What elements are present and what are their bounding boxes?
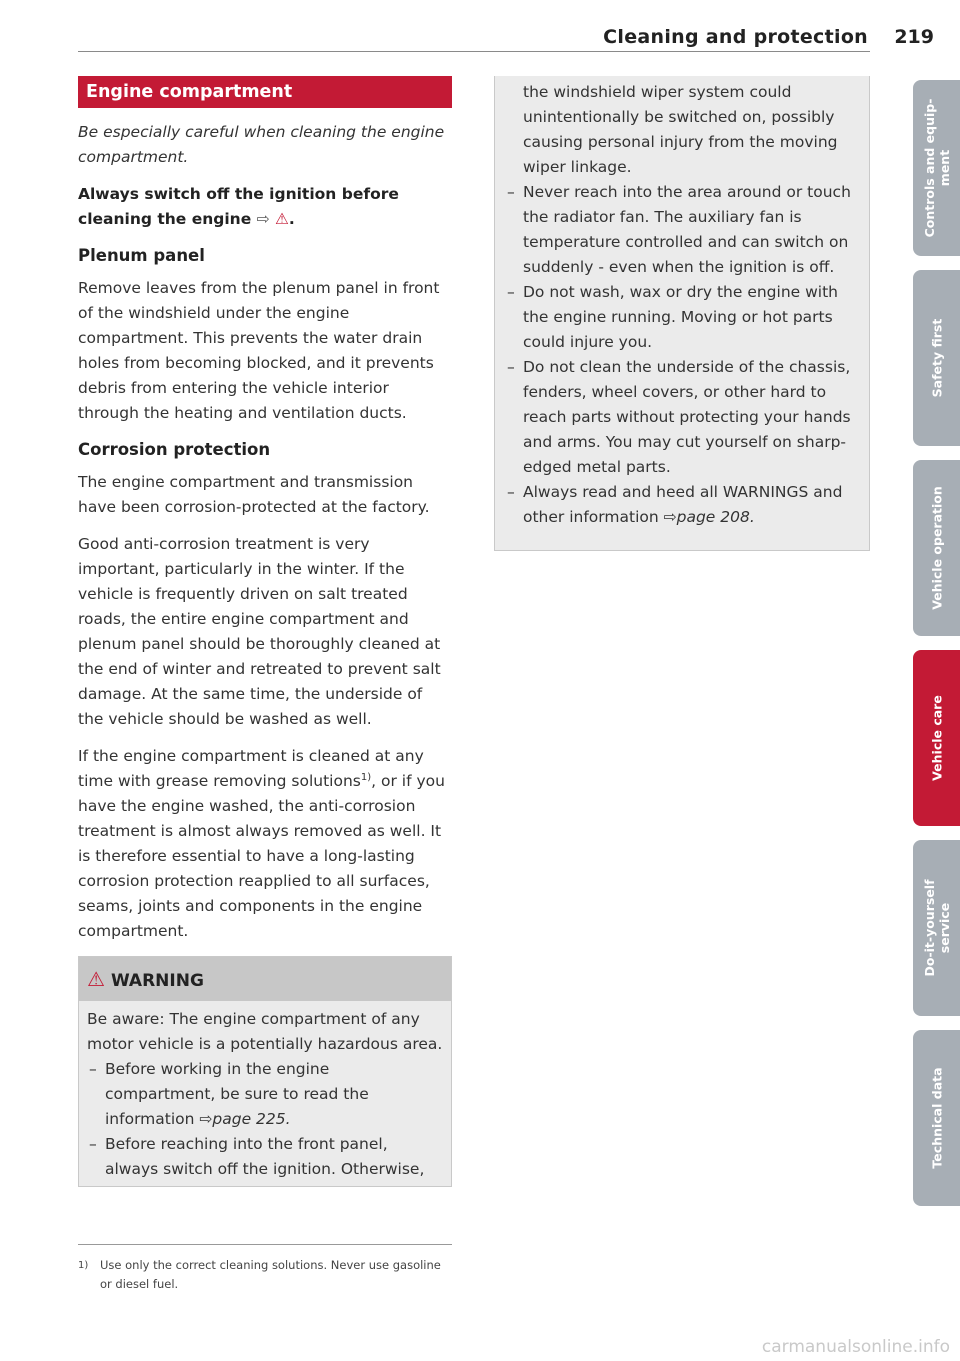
left-column — [78, 76, 452, 1187]
warning-box — [78, 956, 452, 1187]
warning-item-text: Before reaching into the front panel, always switch off the ignition. Otherwise, — [105, 1135, 425, 1178]
dash-bullet: – — [507, 183, 515, 201]
corrosion-p1: The engine compartment and transmission have been corrosion-protected at the factory. — [78, 473, 430, 516]
tab-label: Vehicle care — [929, 695, 944, 781]
watermark: carmanualsonline.info — [761, 1337, 950, 1357]
tab-controls-and-equipment[interactable] — [913, 80, 960, 256]
warning-item-text: Before working in the engine compartment, be sure to read the information — [105, 1060, 369, 1128]
tab-label: Controls and equip- ment — [921, 98, 952, 238]
corrosion-heading: Corrosion protection — [78, 440, 271, 459]
ignition-note — [78, 182, 452, 232]
warning-intro: Be aware: The engine compartment of any motor vehicle is a potentially hazardous area. — [87, 1010, 443, 1053]
page-reference-link[interactable]: ⇨page 208. — [663, 508, 755, 526]
warning-cont-lead: the windshield wiper system could unintentionally be switched on, possibly causing personal injury from the moving wiper linkage. — [523, 83, 838, 176]
tab-vehicle-care[interactable] — [913, 650, 960, 826]
warning-item-text: Always read and heed all WARNINGS and other information — [523, 483, 843, 526]
tab-vehicle-operation[interactable] — [913, 460, 960, 636]
footnote-ref[interactable]: 1) — [360, 771, 372, 783]
warning-body — [79, 1001, 451, 1186]
dash-bullet: – — [507, 283, 515, 301]
tab-label: Safety first — [929, 318, 944, 398]
footnote-mark: 1) — [78, 1260, 89, 1271]
section-title-bar: Engine compartment — [78, 76, 452, 108]
page-reference-link[interactable]: ⇨page 225. — [199, 1110, 291, 1128]
reference-arrow-icon[interactable]: ⇨ — [256, 210, 270, 228]
dash-bullet: – — [507, 483, 515, 501]
warning-label: WARNING — [110, 971, 204, 991]
warning-item — [505, 180, 859, 280]
chapter-tabs — [913, 80, 960, 1220]
corrosion-p3-b: , or if you have the engine washed, the anti-corrosion treatment is almost always removed as well. It is therefore essential to have a long-lasting corrosion protection reapplied to all surfaces, seams, joints and components in the engine compartment. — [78, 772, 445, 940]
footnote-text: Use only the correct cleaning solutions. Never use gasoline or diesel fuel. — [100, 1258, 441, 1291]
tab-do-it-yourself-service[interactable] — [913, 840, 960, 1016]
corrosion-p2: Good anti-corrosion treatment is very important, particularly in the winter. If the vehicle is frequently driven on salt treated roads, the entire engine compartment and plenum panel should be thoroughly cleaned at the end of winter and retreated to prevent salt damage. At the same time, the underside of the vehicle should be washed as well. — [78, 535, 441, 728]
header-rule — [78, 51, 870, 52]
corrosion-p3 — [78, 744, 452, 944]
footnote-rule — [78, 1244, 452, 1245]
warning-item — [505, 280, 859, 355]
period: . — [288, 210, 295, 228]
tab-label: Do-it-yourself service — [921, 879, 952, 977]
warning-item — [505, 355, 859, 480]
page-number: 219 — [894, 26, 934, 48]
warning-item-text: Never reach into the area around or touch the radiator fan. The auxiliary fan is temperature controlled and can switch on suddenly - even when the ignition is off. — [523, 183, 851, 276]
dash-bullet: – — [507, 358, 515, 376]
tab-label: Technical data — [929, 1067, 944, 1169]
tab-label: Vehicle operation — [929, 486, 944, 610]
tab-safety-first[interactable] — [913, 270, 960, 446]
warning-item-text: Do not wash, wax or dry the engine with the engine running. Moving or hot parts could injure you. — [523, 283, 838, 351]
ignition-note-text: Always switch off the ignition before cleaning the engine — [78, 185, 399, 228]
footnote — [78, 1256, 452, 1294]
corrosion-p3-a: If the engine compartment is cleaned at any time with grease removing solutions — [78, 747, 424, 790]
dash-bullet: – — [89, 1135, 97, 1153]
warning-item — [87, 1057, 443, 1132]
right-column — [494, 76, 870, 551]
tab-technical-data[interactable] — [913, 1030, 960, 1206]
intro-text: Be especially careful when cleaning the engine compartment. — [78, 123, 445, 166]
warning-header — [79, 957, 451, 1001]
plenum-heading: Plenum panel — [78, 246, 205, 265]
warning-item-text: Do not clean the underside of the chassis, fenders, wheel covers, or other hard to reach parts without protecting your hands and arms. You may cut yourself on sharp-edged metal parts. — [523, 358, 851, 476]
warning-item — [87, 1132, 443, 1182]
dash-bullet: – — [89, 1060, 97, 1078]
warning-box-continued — [494, 76, 870, 551]
plenum-text: Remove leaves from the plenum panel in front of the windshield under the engine compartment. This prevents the water drain holes from becoming blocked, and it prevents debris from entering the vehicle interior through the heating and ventilation ducts. — [78, 279, 440, 422]
warning-triangle-icon: ⚠ — [275, 210, 289, 228]
warning-triangle-icon: ⚠ — [87, 967, 105, 991]
running-header-title: Cleaning and protection — [603, 26, 868, 48]
warning-item — [505, 480, 859, 530]
